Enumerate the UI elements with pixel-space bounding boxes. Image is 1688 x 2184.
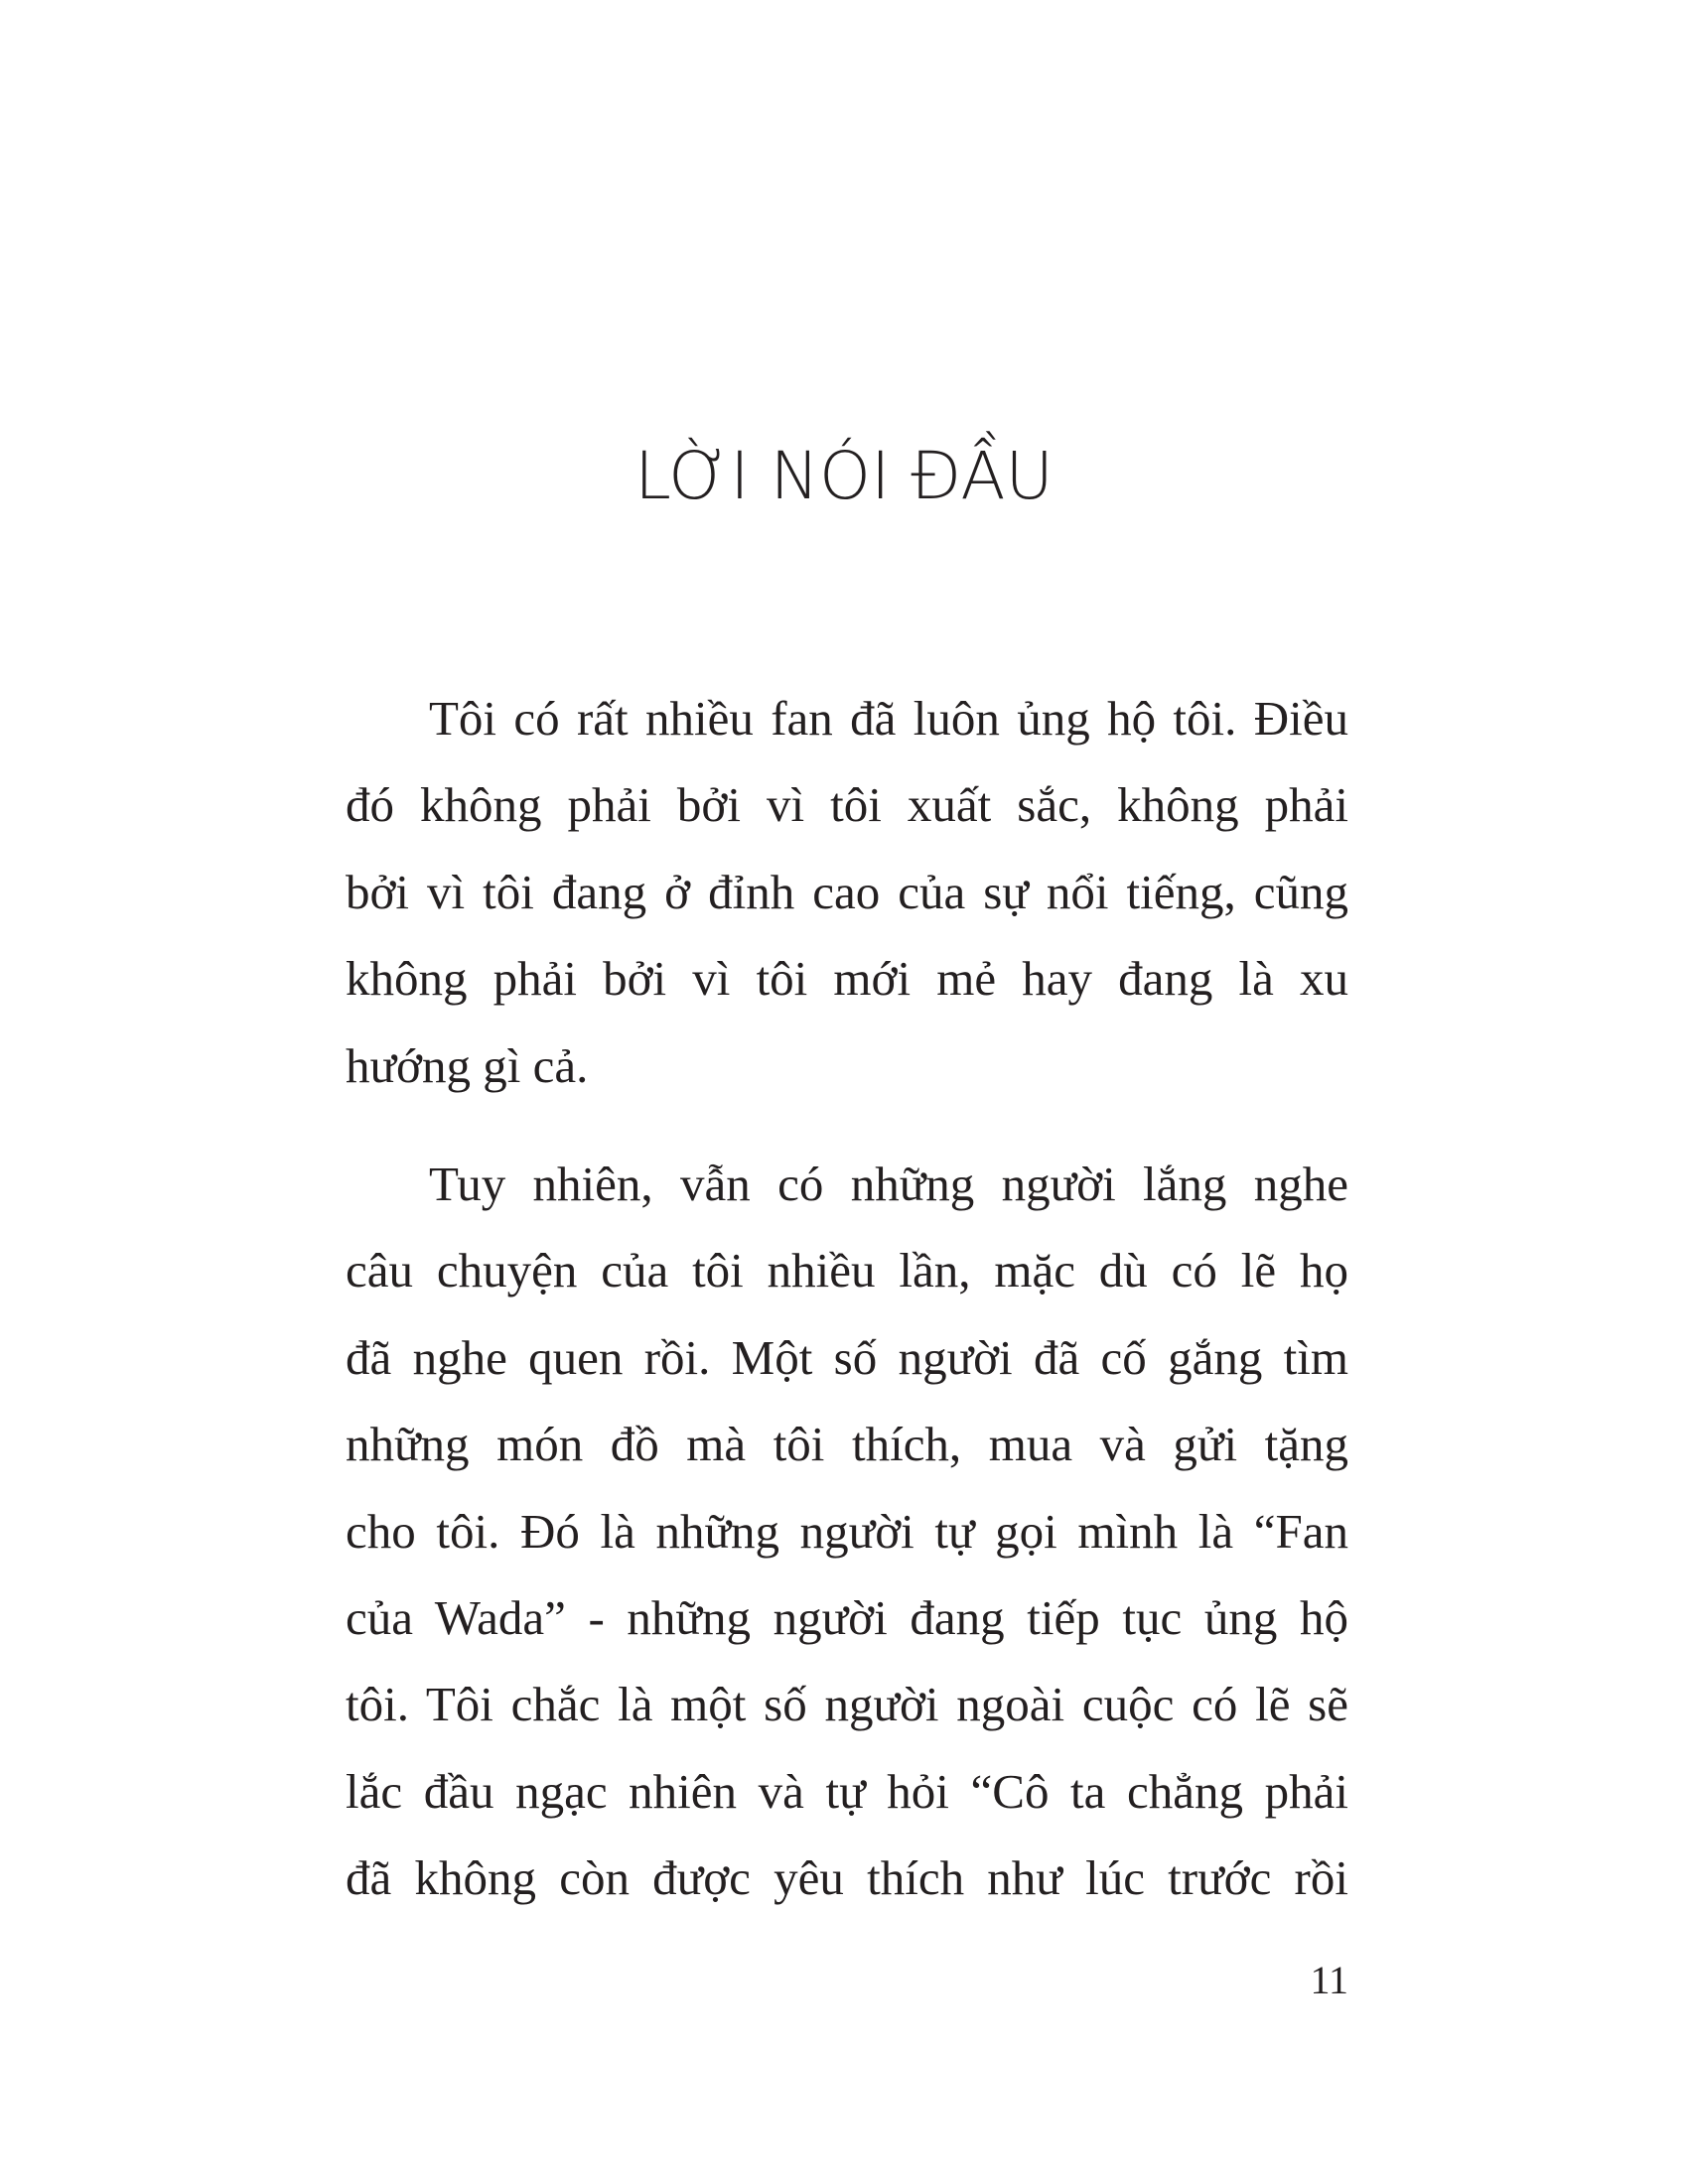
text-line: bởi vì tôi đang ở đỉnh cao của sự nổi tiếng, cũng <box>346 864 1348 919</box>
text-line: đó không phải bởi vì tôi xuất sắc, không phải <box>346 777 1348 833</box>
chapter-title: LỜI NÓI ĐẦU <box>634 438 1054 514</box>
text-line: hướng gì cả. <box>346 1037 589 1093</box>
page-number: 11 <box>1310 1958 1348 2002</box>
text-line: Tôi có rất nhiều fan đã luôn ủng hộ tôi. Điều <box>429 691 1348 746</box>
paragraph-2 <box>346 1141 1348 1922</box>
body-text <box>346 675 1348 1922</box>
text-line: lắc đầu ngạc nhiên và tự hỏi “Cô ta chẳng phải <box>346 1763 1348 1819</box>
text-line: đã không còn được yêu thích như lúc trước rồi <box>346 1850 1348 1906</box>
text-line: đã nghe quen rồi. Một số người đã cố gắng tìm <box>346 1329 1348 1385</box>
paragraph-1 <box>346 675 1348 1109</box>
text-line: Tuy nhiên, vẫn có những người lắng nghe <box>429 1157 1348 1212</box>
text-line: những món đồ mà tôi thích, mua và gửi tặng <box>346 1417 1348 1472</box>
text-line: của Wada” - những người đang tiếp tục ủng hộ <box>346 1590 1348 1646</box>
text-line: không phải bởi vì tôi mới mẻ hay đang là xu <box>346 951 1348 1007</box>
text-line: cho tôi. Đó là những người tự gọi mình là “Fan <box>346 1503 1348 1559</box>
paragraph-spacer <box>346 1109 1348 1141</box>
text-line: câu chuyện của tôi nhiều lần, mặc dù có lẽ họ <box>346 1243 1348 1298</box>
text-line: tôi. Tôi chắc là một số người ngoài cuộc có lẽ sẽ <box>346 1677 1348 1732</box>
